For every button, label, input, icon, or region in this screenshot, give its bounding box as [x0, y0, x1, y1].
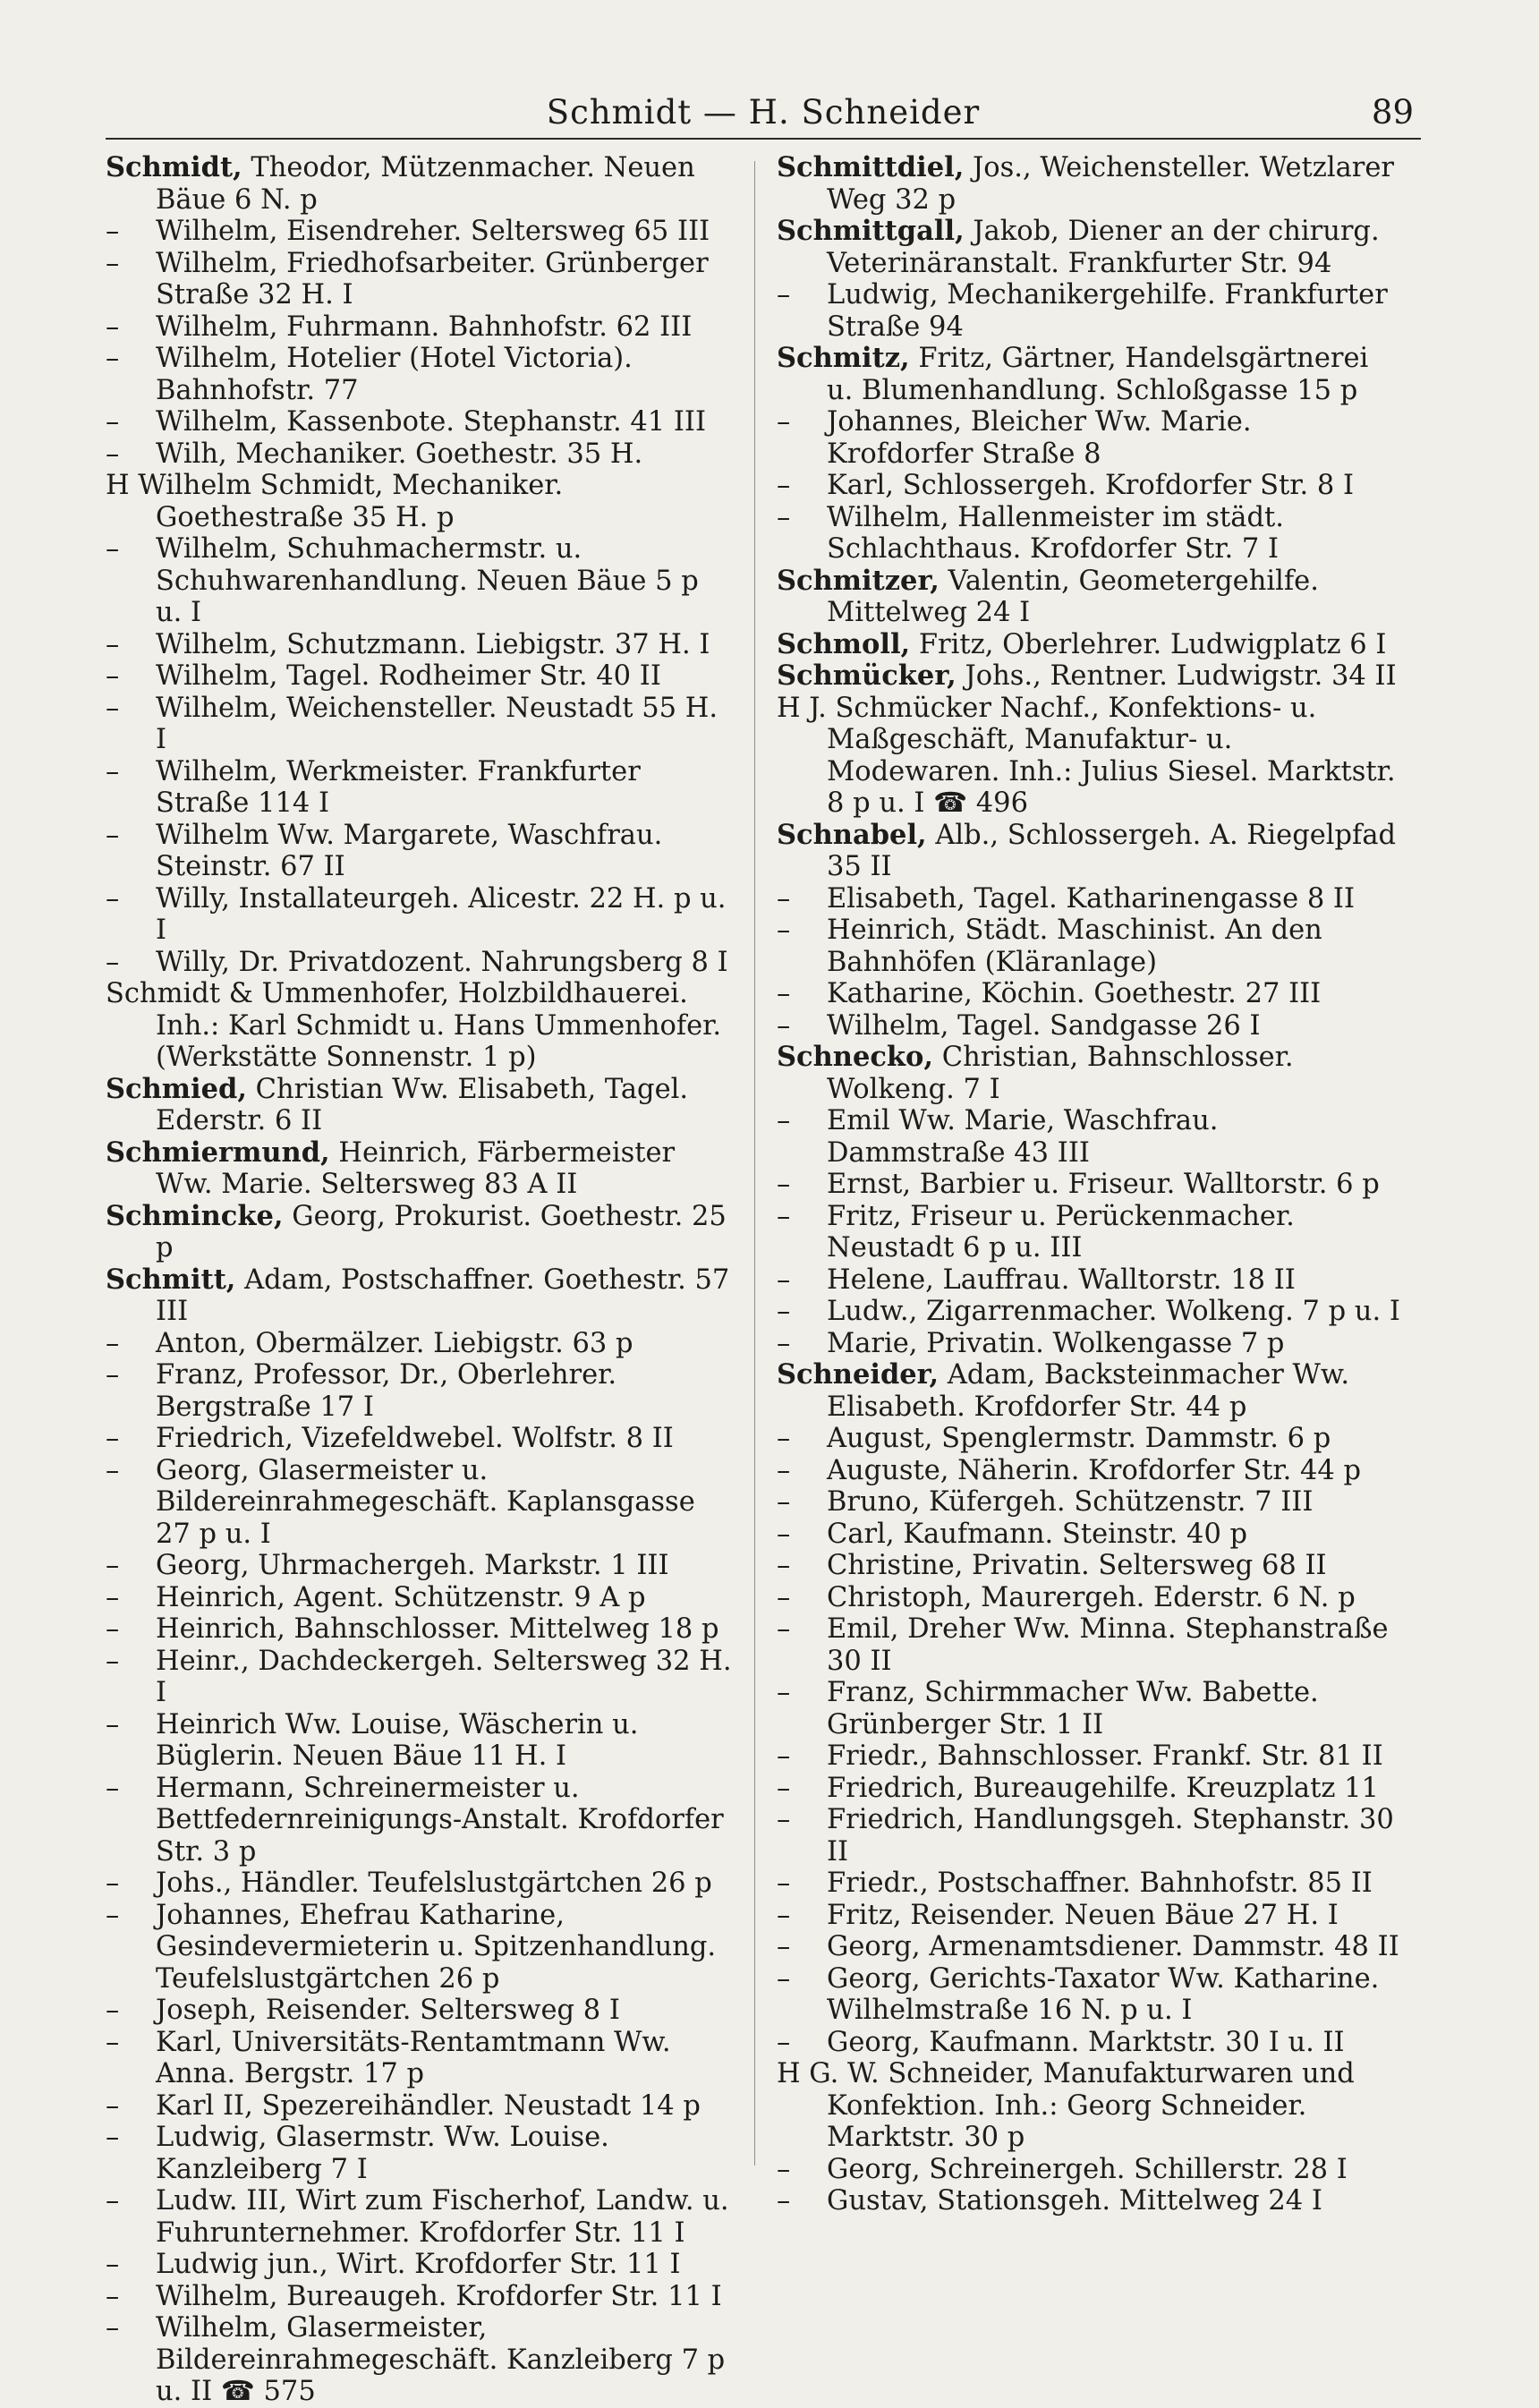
- directory-entry: [106, 1773, 732, 1868]
- directory-entry: [777, 1613, 1403, 1677]
- entry-dash: –: [106, 2026, 120, 2058]
- directory-entry: [777, 1264, 1403, 1297]
- directory-entry: [106, 660, 732, 693]
- entry-text: Schmidt & Ummenhofer, Holzbildhauerei. Inh.: Karl Schmidt u. Hans Ummenhofer. (Werkstätte Sonnenstr. 1 p): [106, 978, 722, 1073]
- entry-dash: –: [106, 1613, 120, 1645]
- directory-entry: [777, 2185, 1403, 2217]
- entry-text: Wilhelm, Bureaugeh. Krofdorfer Str. 11 I: [156, 2280, 722, 2312]
- right-column: [777, 152, 1403, 2217]
- entry-dash: –: [106, 216, 120, 247]
- entry-dash: –: [777, 1581, 791, 1613]
- entry-dash: –: [777, 2026, 791, 2058]
- directory-entry: [106, 978, 732, 1074]
- directory-entry: [106, 2027, 732, 2090]
- directory-entry: [777, 1328, 1403, 1360]
- running-head: Schmidt — H. Schneider: [546, 93, 981, 132]
- entry-text: Christian, Bahnschlosser. Wolkeng. 7 I: [827, 1042, 1294, 1105]
- directory-entry: [106, 1328, 732, 1360]
- directory-entry: [777, 1740, 1403, 1773]
- directory-entry: [106, 1550, 732, 1582]
- entry-text: Elisabeth, Tagel. Katharinengasse 8 II: [827, 882, 1356, 915]
- entry-text: Wilhelm, Schuhmachermstr. u. Schuhwarenhandlung. Neuen Bäue 5 p u. I: [156, 533, 699, 628]
- directory-entry: [106, 2312, 732, 2408]
- entry-text: Christian Ww. Elisabeth, Tagel. Ederstr. 6 II: [156, 1073, 689, 1136]
- entry-dash: –: [106, 2089, 120, 2122]
- entry-text: Heinrich, Agent. Schützenstr. 9 A p: [156, 1581, 646, 1613]
- directory-entry: [777, 693, 1403, 820]
- entry-text: Ludwig, Mechanikergehilfe. Frankfurter Straße 94: [827, 279, 1388, 343]
- entry-surname: Schmied,: [106, 1072, 247, 1105]
- entry-text: Alb., Schlossergeh. A. Riegelpfad 35 II: [827, 819, 1397, 882]
- entry-dash: –: [106, 311, 120, 343]
- entry-text: Anton, Obermälzer. Liebigstr. 63 p: [156, 1327, 633, 1359]
- entry-text: Friedrich, Vizefeldwebel. Wolfstr. 8 II: [156, 1423, 674, 1454]
- directory-entry: [106, 2122, 732, 2185]
- entry-text: Wilhelm, Schutzmann. Liebigstr. 37 H. I: [156, 628, 710, 660]
- entry-text: Franz, Schirmmacher Ww. Babette. Grünberger Str. 1 II: [827, 1677, 1319, 1740]
- directory-entry: [106, 1995, 732, 2027]
- entry-dash: –: [106, 1995, 120, 2026]
- directory-entry: [777, 1804, 1403, 1868]
- entry-text: Wilhelm, Fuhrmann. Bahnhofstr. 62 III: [156, 311, 693, 343]
- directory-entry: [777, 502, 1403, 566]
- entry-text: Ludwig jun., Wirt. Krofdorfer Str. 11 I: [156, 2249, 681, 2280]
- entry-dash: –: [106, 2280, 120, 2312]
- entry-text: H Wilhelm Schmidt, Mechaniker. Goethestraße 35 H. p: [106, 470, 564, 533]
- entry-text: Wilhelm, Friedhofsarbeiter. Grünberger Straße 32 H. I: [156, 247, 709, 311]
- entry-dash: –: [777, 978, 791, 1009]
- directory-entry: [777, 2058, 1403, 2154]
- directory-entry: [106, 1709, 732, 1773]
- entry-dash: –: [777, 1804, 791, 1835]
- page-header: [106, 86, 1421, 140]
- directory-entry: [777, 1868, 1403, 1900]
- entry-text: Karl II, Spezereihändler. Neustadt 14 p: [156, 2089, 701, 2122]
- entry-text: Johannes, Ehefrau Katharine, Gesindevermieterin u. Spitzenhandlung. Teufelslustgärtchen 26 p: [156, 1899, 717, 1995]
- directory-entry: [106, 2185, 732, 2249]
- entry-dash: –: [777, 1550, 791, 1581]
- entry-dash: –: [777, 1486, 791, 1518]
- entry-text: Christoph, Maurergeh. Ederstr. 6 N. p: [827, 1581, 1356, 1613]
- entry-text: Georg, Uhrmachergeh. Markstr. 1 III: [156, 1550, 669, 1581]
- directory-entry: [777, 1359, 1403, 1423]
- directory-entry: [777, 1042, 1403, 1105]
- entry-surname: Schnecko,: [777, 1041, 934, 1073]
- directory-entry: [106, 2249, 732, 2281]
- entry-text: Friedrich, Bureaugehilfe. Kreuzplatz 11: [827, 1772, 1379, 1804]
- entry-dash: –: [777, 1613, 791, 1645]
- entry-text: Helene, Lauffrau. Walltorstr. 18 II: [827, 1264, 1296, 1296]
- directory-entry: [106, 883, 732, 947]
- entry-text: Emil, Dreher Ww. Minna. Stephanstraße 30 II: [827, 1613, 1389, 1677]
- directory-entry: [106, 533, 732, 629]
- entry-text: Emil Ww. Marie, Waschfrau. Dammstraße 43 III: [827, 1105, 1219, 1169]
- entry-text: Fritz, Friseur u. Perückenmacher. Neustadt 6 p u. III: [827, 1200, 1295, 1264]
- entry-dash: –: [777, 2153, 791, 2185]
- entry-text: Georg, Schreinergeh. Schillerstr. 28 I: [827, 2153, 1348, 2185]
- directory-entry: [777, 1550, 1403, 1582]
- entry-dash: –: [777, 2185, 791, 2217]
- directory-entry: [106, 152, 732, 216]
- entry-dash: –: [106, 882, 120, 915]
- page-number: 89: [1371, 93, 1414, 132]
- entry-dash: –: [777, 915, 791, 946]
- directory-entry: [777, 1486, 1403, 1519]
- entry-surname: Schmitzer,: [777, 564, 940, 597]
- entry-text: Wilhelm, Tagel. Rodheimer Str. 40 II: [156, 660, 661, 692]
- entry-dash: –: [777, 1169, 791, 1200]
- entry-dash: –: [106, 1772, 120, 1804]
- entry-text: Katharine, Köchin. Goethestr. 27 III: [827, 978, 1322, 1009]
- entry-dash: –: [106, 2185, 120, 2217]
- entry-text: Heinrich, Städt. Maschinist. An den Bahnhöfen (Kläranlage): [827, 915, 1322, 978]
- entry-dash: –: [777, 1454, 791, 1486]
- entry-text: Johs., Rentner. Ludwigstr. 34 II: [956, 660, 1397, 692]
- directory-entry: [106, 311, 732, 344]
- entry-dash: –: [106, 1708, 120, 1740]
- entry-text: August, Spenglermstr. Dammstr. 6 p: [827, 1423, 1331, 1454]
- entry-dash: –: [106, 819, 120, 851]
- entry-dash: –: [106, 1550, 120, 1581]
- entry-text: Adam, Postschaffner. Goethestr. 57 III: [156, 1264, 730, 1327]
- entry-text: Wilhelm, Weichensteller. Neustadt 55 H. I: [156, 692, 718, 755]
- entry-dash: –: [777, 1677, 791, 1708]
- entry-dash: –: [777, 1105, 791, 1136]
- entry-dash: –: [106, 1327, 120, 1359]
- entry-text: Theodor, Mützenmacher. Neuen Bäue 6 N. p: [156, 152, 695, 216]
- entry-surname: Schmitt,: [106, 1263, 236, 1296]
- directory-entry: [777, 1201, 1403, 1264]
- directory-entry: [777, 1010, 1403, 1042]
- entry-text: Carl, Kaufmann. Steinstr. 40 p: [827, 1518, 1248, 1550]
- entry-text: Friedr., Bahnschlosser. Frankf. Str. 81 II: [827, 1740, 1383, 1772]
- directory-entry: [777, 883, 1403, 915]
- directory-entry: [777, 1296, 1403, 1328]
- entry-text: Bruno, Küfergeh. Schützenstr. 7 III: [827, 1486, 1314, 1518]
- directory-entry: [777, 1773, 1403, 1805]
- entry-text: Fritz, Oberlehrer. Ludwigplatz 6 I: [910, 628, 1387, 660]
- entry-text: Jos., Weichensteller. Wetzlarer Weg 32 p: [827, 152, 1394, 216]
- entry-text: H J. Schmücker Nachf., Konfektions- u. Maßgeschäft, Manufaktur- u. Modewaren. Inh.: Julius Siesel. Marktstr. 8 p u. I ☎ 496: [777, 692, 1396, 819]
- entry-text: Georg, Gerichts-Taxator Ww. Katharine. Wilhelmstraße 16 N. p u. I: [827, 1962, 1380, 2026]
- directory-entry: [777, 406, 1403, 470]
- directory-entry: [106, 1137, 732, 1201]
- entry-text: Karl, Universitäts-Rentamtmann Ww. Anna. Bergstr. 17 p: [156, 2026, 671, 2089]
- entry-dash: –: [106, 946, 120, 978]
- entry-dash: –: [777, 882, 791, 915]
- directory-entry: [106, 1359, 732, 1423]
- entry-dash: –: [777, 406, 791, 438]
- entry-text: Heinr., Dachdeckergeh. Seltersweg 32 H. I: [156, 1645, 732, 1708]
- entry-dash: –: [106, 2122, 120, 2153]
- entry-dash: –: [777, 1518, 791, 1550]
- entry-dash: –: [106, 755, 120, 787]
- entry-surname: Schmittdiel,: [777, 151, 965, 183]
- directory-entry: [106, 1582, 732, 1614]
- entry-dash: –: [106, 247, 120, 279]
- entry-dash: –: [777, 470, 791, 501]
- entry-dash: –: [106, 660, 120, 692]
- directory-entry: [106, 693, 732, 756]
- entry-dash: –: [106, 628, 120, 660]
- directory-entry: [106, 248, 732, 311]
- entry-surname: Schmiermund,: [106, 1136, 330, 1169]
- directory-entry: [106, 1455, 732, 1551]
- header-rule: [106, 138, 1421, 140]
- directory-entry: [106, 2281, 732, 2313]
- directory-entry: [106, 1868, 732, 1900]
- entry-surname: Schmücker,: [777, 659, 957, 692]
- directory-entry: [777, 343, 1403, 406]
- directory-entry: [106, 1900, 732, 1995]
- directory-entry: [106, 820, 732, 883]
- entry-dash: –: [777, 1327, 791, 1359]
- directory-entry: [106, 343, 732, 406]
- directory-entry: [777, 279, 1403, 343]
- entry-dash: –: [106, 406, 120, 438]
- entry-text: Heinrich, Färbermeister Ww. Marie. Seltersweg 83 A II: [156, 1136, 676, 1200]
- directory-entry: [777, 470, 1403, 502]
- entry-dash: –: [106, 343, 120, 374]
- entry-text: Auguste, Näherin. Krofdorfer Str. 44 p: [827, 1454, 1362, 1486]
- entry-dash: –: [106, 1359, 120, 1391]
- entry-text: Heinrich Ww. Louise, Wäscherin u. Büglerin. Neuen Bäue 11 H. I: [156, 1708, 639, 1772]
- directory-entry: [106, 1201, 732, 1264]
- entry-dash: –: [106, 1645, 120, 1677]
- entry-text: Georg, Glasermeister u. Bildereinrahmegeschäft. Kaplansgasse 27 p u. I: [156, 1454, 695, 1550]
- entry-surname: Schmincke,: [106, 1199, 284, 1232]
- entry-text: Wilhelm, Werkmeister. Frankfurter Straße 114 I: [156, 755, 641, 819]
- directory-entry: [777, 1455, 1403, 1487]
- entry-dash: –: [106, 1581, 120, 1613]
- entry-text: Willy, Dr. Privatdozent. Nahrungsberg 8 I: [156, 946, 728, 978]
- entry-text: Marie, Privatin. Wolkengasse 7 p: [827, 1327, 1285, 1359]
- entry-text: Fritz, Gärtner, Handelsgärtnerei u. Blumenhandlung. Schloßgasse 15 p: [827, 343, 1369, 406]
- directory-entry: [106, 629, 732, 661]
- entry-text: Ludw., Zigarrenmacher. Wolkeng. 7 p u. I: [827, 1296, 1400, 1327]
- entry-text: Fritz, Reisender. Neuen Bäue 27 H. I: [827, 1899, 1339, 1931]
- directory-entry: [106, 470, 732, 533]
- entry-text: Wilh, Mechaniker. Goethestr. 35 H.: [156, 438, 643, 470]
- directory-entry: [777, 629, 1403, 661]
- entry-dash: –: [777, 1740, 791, 1772]
- directory-entry: [777, 1963, 1403, 2027]
- directory-entry: [106, 1423, 732, 1455]
- entry-text: Heinrich, Bahnschlosser. Mittelweg 18 p: [156, 1613, 719, 1645]
- column-divider: [754, 161, 755, 2165]
- entry-text: Franz, Professor, Dr., Oberlehrer. Bergstraße 17 I: [156, 1359, 617, 1423]
- entry-dash: –: [777, 279, 791, 311]
- directory-entry: [777, 915, 1403, 978]
- entry-text: Georg, Armenamtsdiener. Dammstr. 48 II: [827, 1931, 1399, 1962]
- entry-surname: Schmittgall,: [777, 215, 965, 247]
- entry-dash: –: [106, 2312, 120, 2344]
- entry-surname: Schnabel,: [777, 818, 927, 851]
- directory-entry: [777, 2027, 1403, 2059]
- directory-entry: [777, 1677, 1403, 1740]
- entry-text: Johannes, Bleicher Ww. Marie. Krofdorfer Straße 8: [827, 406, 1252, 470]
- directory-entry: [777, 152, 1403, 216]
- entry-dash: –: [777, 1931, 791, 1962]
- entry-text: Valentin, Geometergehilfe. Mittelweg 24 I: [827, 565, 1319, 628]
- entry-text: Ernst, Barbier u. Friseur. Walltorstr. 6 p: [827, 1169, 1380, 1200]
- entry-text: Hermann, Schreinermeister u. Bettfedernreinigungs-Anstalt. Krofdorfer Str. 3 p: [156, 1772, 724, 1868]
- directory-entry: [777, 1169, 1403, 1201]
- directory-entry: [777, 1105, 1403, 1169]
- directory-entry: [777, 566, 1403, 629]
- left-column: [106, 152, 732, 2408]
- entry-dash: –: [106, 2249, 120, 2280]
- entry-dash: –: [777, 1009, 791, 1042]
- entry-text: Jakob, Diener an der chirurg. Veterinäranstalt. Frankfurter Str. 94: [827, 216, 1380, 279]
- entry-text: Willy, Installateurgeh. Alicestr. 22 H. p u. I: [156, 882, 727, 946]
- directory-entry: [106, 1646, 732, 1709]
- directory-entry: [777, 2154, 1403, 2186]
- entry-dash: –: [106, 1868, 120, 1899]
- entry-dash: –: [106, 438, 120, 470]
- directory-entry: [106, 1613, 732, 1646]
- entry-dash: –: [777, 1899, 791, 1931]
- directory-entry: [106, 216, 732, 248]
- entry-text: Friedr., Postschaffner. Bahnhofstr. 85 II: [827, 1868, 1373, 1899]
- entry-dash: –: [777, 501, 791, 533]
- entry-text: Friedrich, Handlungsgeh. Stephanstr. 30 II: [827, 1804, 1394, 1868]
- entry-text: Wilhelm, Glasermeister, Bildereinrahmegeschäft. Kanzleiberg 7 p u. II ☎ 575: [156, 2312, 726, 2407]
- entry-text: Wilhelm, Hotelier (Hotel Victoria). Bahnhofstr. 77: [156, 343, 633, 406]
- directory-entry: [106, 1074, 732, 1137]
- entry-surname: Schmoll,: [777, 627, 911, 660]
- directory-entry: [106, 756, 732, 820]
- entry-text: Adam, Backsteinmacher Ww. Elisabeth. Krofdorfer Str. 44 p: [827, 1359, 1350, 1423]
- directory-entry: [106, 1264, 732, 1328]
- directory-entry: [106, 2090, 732, 2123]
- entry-text: Wilhelm, Kassenbote. Stephanstr. 41 III: [156, 406, 707, 438]
- directory-entry: [777, 1582, 1403, 1614]
- directory-entry: [777, 1423, 1403, 1455]
- directory-entry: [777, 660, 1403, 693]
- entry-text: Joseph, Reisender. Seltersweg 8 I: [156, 1995, 620, 2026]
- entry-text: Christine, Privatin. Seltersweg 68 II: [827, 1550, 1327, 1581]
- entry-dash: –: [106, 692, 120, 724]
- entry-dash: –: [777, 1772, 791, 1804]
- directory-entry: [777, 1519, 1403, 1551]
- entry-dash: –: [106, 1423, 120, 1454]
- entry-dash: –: [777, 1423, 791, 1454]
- entry-text: Georg, Prokurist. Goethestr. 25 p: [156, 1200, 727, 1264]
- entry-text: Georg, Kaufmann. Marktstr. 30 I u. II: [827, 2026, 1345, 2058]
- directory-entry: [777, 978, 1403, 1010]
- directory-entry: [106, 438, 732, 471]
- entry-dash: –: [106, 1899, 120, 1931]
- entry-dash: –: [777, 1868, 791, 1899]
- entry-text: Ludwig, Glasermstr. Ww. Louise. Kanzleiberg 7 I: [156, 2122, 609, 2185]
- directory-entry: [777, 820, 1403, 883]
- entry-dash: –: [777, 1962, 791, 1995]
- entry-surname: Schneider,: [777, 1358, 940, 1391]
- entry-text: Gustav, Stationsgeh. Mittelweg 24 I: [827, 2185, 1322, 2217]
- directory-entry: [106, 406, 732, 438]
- entry-surname: Schmitz,: [777, 342, 910, 374]
- directory-entry: [777, 216, 1403, 279]
- directory-entry: [777, 1931, 1403, 1963]
- entry-dash: –: [777, 1264, 791, 1296]
- entry-text: Wilhelm Ww. Margarete, Waschfrau. Steinstr. 67 II: [156, 819, 663, 882]
- entry-text: H G. W. Schneider, Manufakturwaren und Konfektion. Inh.: Georg Schneider. Marktstr. 30 p: [777, 2058, 1355, 2153]
- entry-text: Wilhelm, Eisendreher. Seltersweg 65 III: [156, 216, 710, 247]
- entry-dash: –: [106, 1454, 120, 1486]
- entry-text: Ludw. III, Wirt zum Fischerhof, Landw. u. Fuhrunternehmer. Krofdorfer Str. 11 I: [156, 2185, 729, 2249]
- entry-text: Wilhelm, Hallenmeister im städt. Schlachthaus. Krofdorfer Str. 7 I: [827, 501, 1284, 565]
- directory-entry: [106, 947, 732, 979]
- entry-dash: –: [106, 533, 120, 565]
- entry-text: Johs., Händler. Teufelslustgärtchen 26 p: [156, 1868, 712, 1899]
- entry-text: Wilhelm, Tagel. Sandgasse 26 I: [827, 1009, 1261, 1042]
- entry-dash: –: [777, 1296, 791, 1327]
- entry-dash: –: [777, 1200, 791, 1232]
- entry-surname: Schmidt,: [106, 151, 242, 183]
- directory-entry: [777, 1900, 1403, 1932]
- entry-text: Karl, Schlossergeh. Krofdorfer Str. 8 I: [827, 470, 1354, 501]
